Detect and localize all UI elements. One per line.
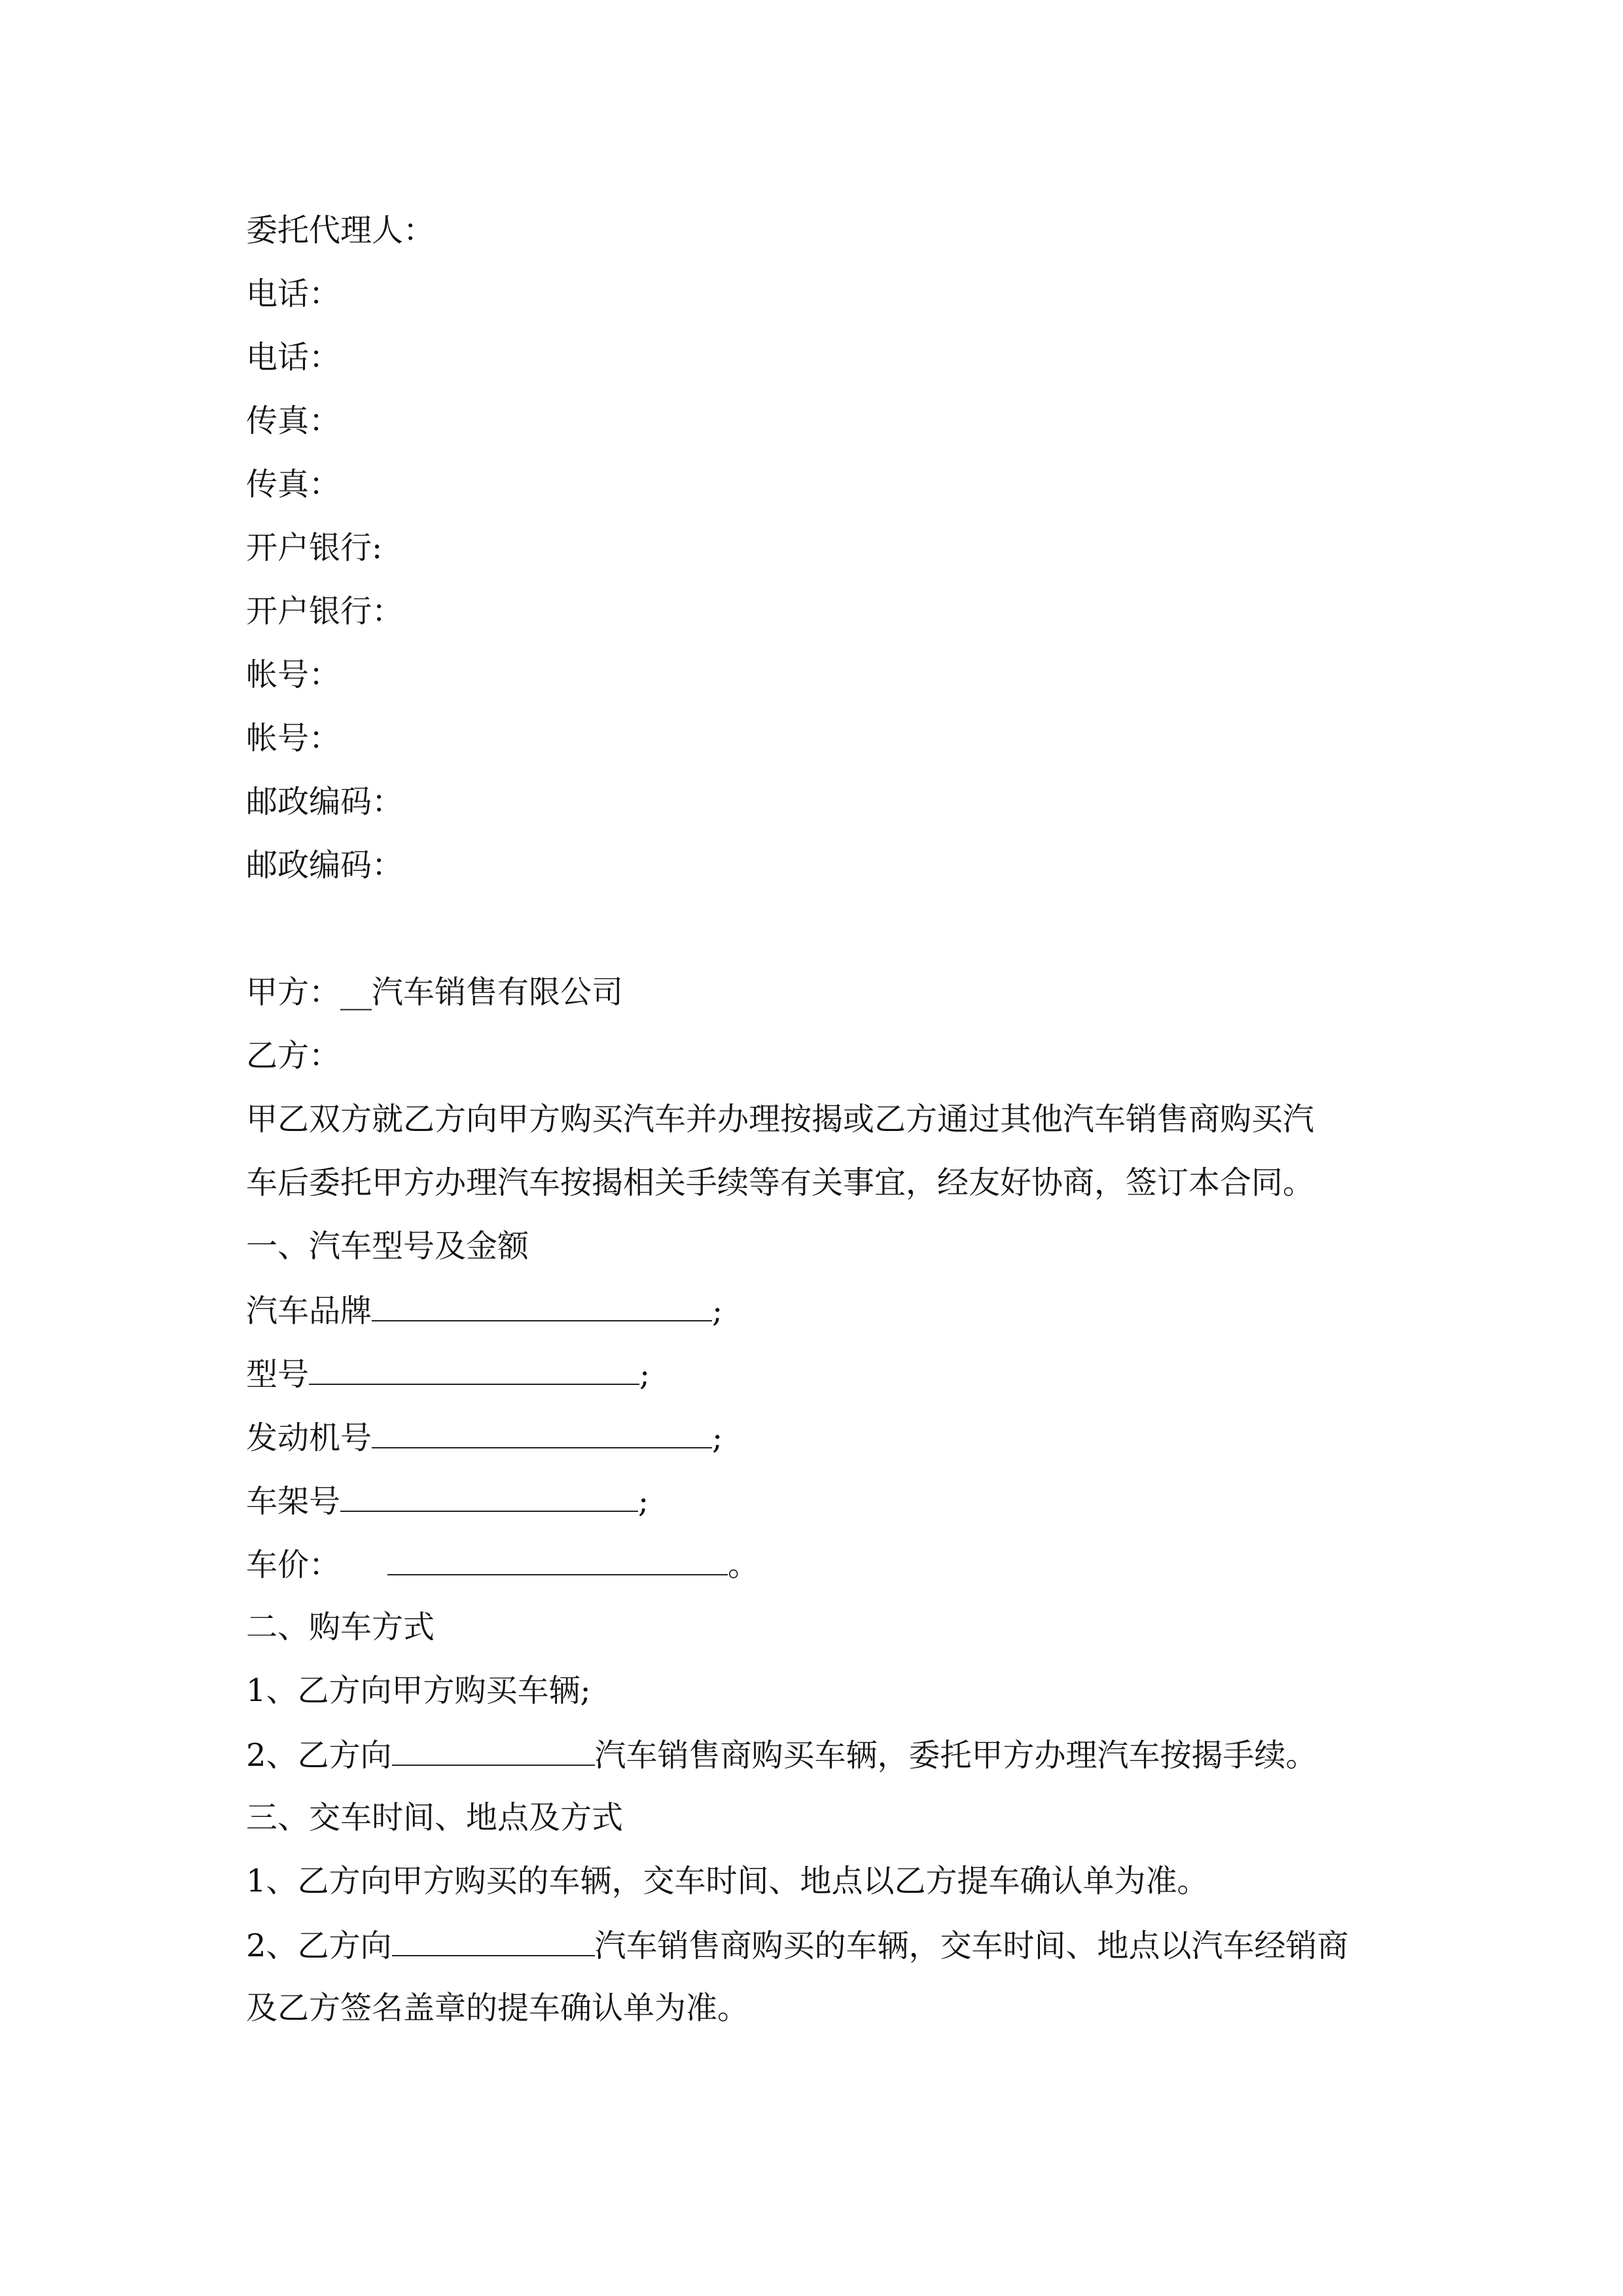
dealer-blank-1 xyxy=(392,1734,595,1766)
price-end: 。 xyxy=(728,1547,760,1583)
section3-item-2-line2: 及乙方签名盖章的提车确认单为准。 xyxy=(246,1990,749,2026)
price-line xyxy=(246,1544,759,1583)
brand-end: ; xyxy=(712,1293,723,1329)
account-label-2: 帐号： xyxy=(246,720,341,757)
frame-blank xyxy=(340,1480,638,1512)
section2-item-2-suffix: 汽车销售商购买车辆，委托甲方办理汽车按揭手续。 xyxy=(594,1737,1317,1774)
party-a-prefix: 甲方： xyxy=(246,974,341,1011)
engine-end: ; xyxy=(712,1420,723,1456)
party-a-name: 汽车销售有限公司 xyxy=(372,974,624,1011)
phone-label-2: 电话： xyxy=(246,339,341,376)
section2-item-1: 1、乙方向甲方购买车辆; xyxy=(246,1672,591,1709)
agent-label: 委托代理人： xyxy=(246,212,435,249)
postcode-label-2: 邮政编码： xyxy=(246,847,404,884)
bank-label-2: 开户银行： xyxy=(246,593,404,630)
price-blank xyxy=(387,1544,728,1575)
section3-item-2-prefix: 2、乙方向 xyxy=(246,1928,392,1964)
postcode-label-1: 邮政编码： xyxy=(246,783,404,820)
party-a-line xyxy=(246,973,623,1012)
intro-line-2: 车后委托甲方办理汽车按揭相关手续等有关事宜，经友好协商，签订本合同。 xyxy=(246,1164,1315,1201)
party-b-label: 乙方： xyxy=(246,1037,341,1074)
section2-item-2-prefix: 2、乙方向 xyxy=(246,1737,392,1774)
section2-heading: 二、购车方式 xyxy=(246,1609,435,1645)
frame-end: ; xyxy=(638,1483,649,1520)
section3-item-1: 1、乙方向甲方购买的车辆，交车时间、地点以乙方提车确认单为准。 xyxy=(246,1863,1209,1899)
section3-item-2-suffix: 汽车销售商购买的车辆，交车时间、地点以汽车经销商 xyxy=(594,1928,1349,1964)
fax-label-2: 传真： xyxy=(246,466,341,503)
account-label-1: 帐号： xyxy=(246,656,341,693)
price-label: 车价： xyxy=(246,1547,341,1583)
section3-item-2 xyxy=(246,1925,1349,1964)
frame-line xyxy=(246,1480,649,1520)
engine-line xyxy=(246,1417,722,1456)
section3-heading: 三、交车时间、地点及方式 xyxy=(246,1799,624,1836)
engine-label: 发动机号 xyxy=(246,1420,372,1456)
phone-label-1: 电话： xyxy=(246,276,341,312)
brand-label: 汽车品牌 xyxy=(246,1293,372,1329)
party-a-blank: __ xyxy=(340,974,372,1011)
section2-item-2 xyxy=(246,1734,1317,1774)
model-end: ; xyxy=(639,1356,651,1393)
section1-heading: 一、汽车型号及金额 xyxy=(246,1228,529,1265)
brand-blank xyxy=(372,1290,712,1321)
model-blank xyxy=(309,1354,639,1385)
model-label: 型号 xyxy=(246,1356,310,1393)
bank-label-1: 开户银行: xyxy=(246,529,383,566)
frame-label: 车架号 xyxy=(246,1483,341,1520)
model-line xyxy=(246,1354,650,1393)
brand-line xyxy=(246,1290,722,1329)
engine-blank xyxy=(372,1417,712,1448)
dealer-blank-2 xyxy=(392,1925,595,1956)
fax-label-1: 传真： xyxy=(246,403,341,439)
intro-line-1: 甲乙双方就乙方向甲方购买汽车并办理按揭或乙方通过其他汽车销售商购买汽 xyxy=(246,1101,1315,1138)
